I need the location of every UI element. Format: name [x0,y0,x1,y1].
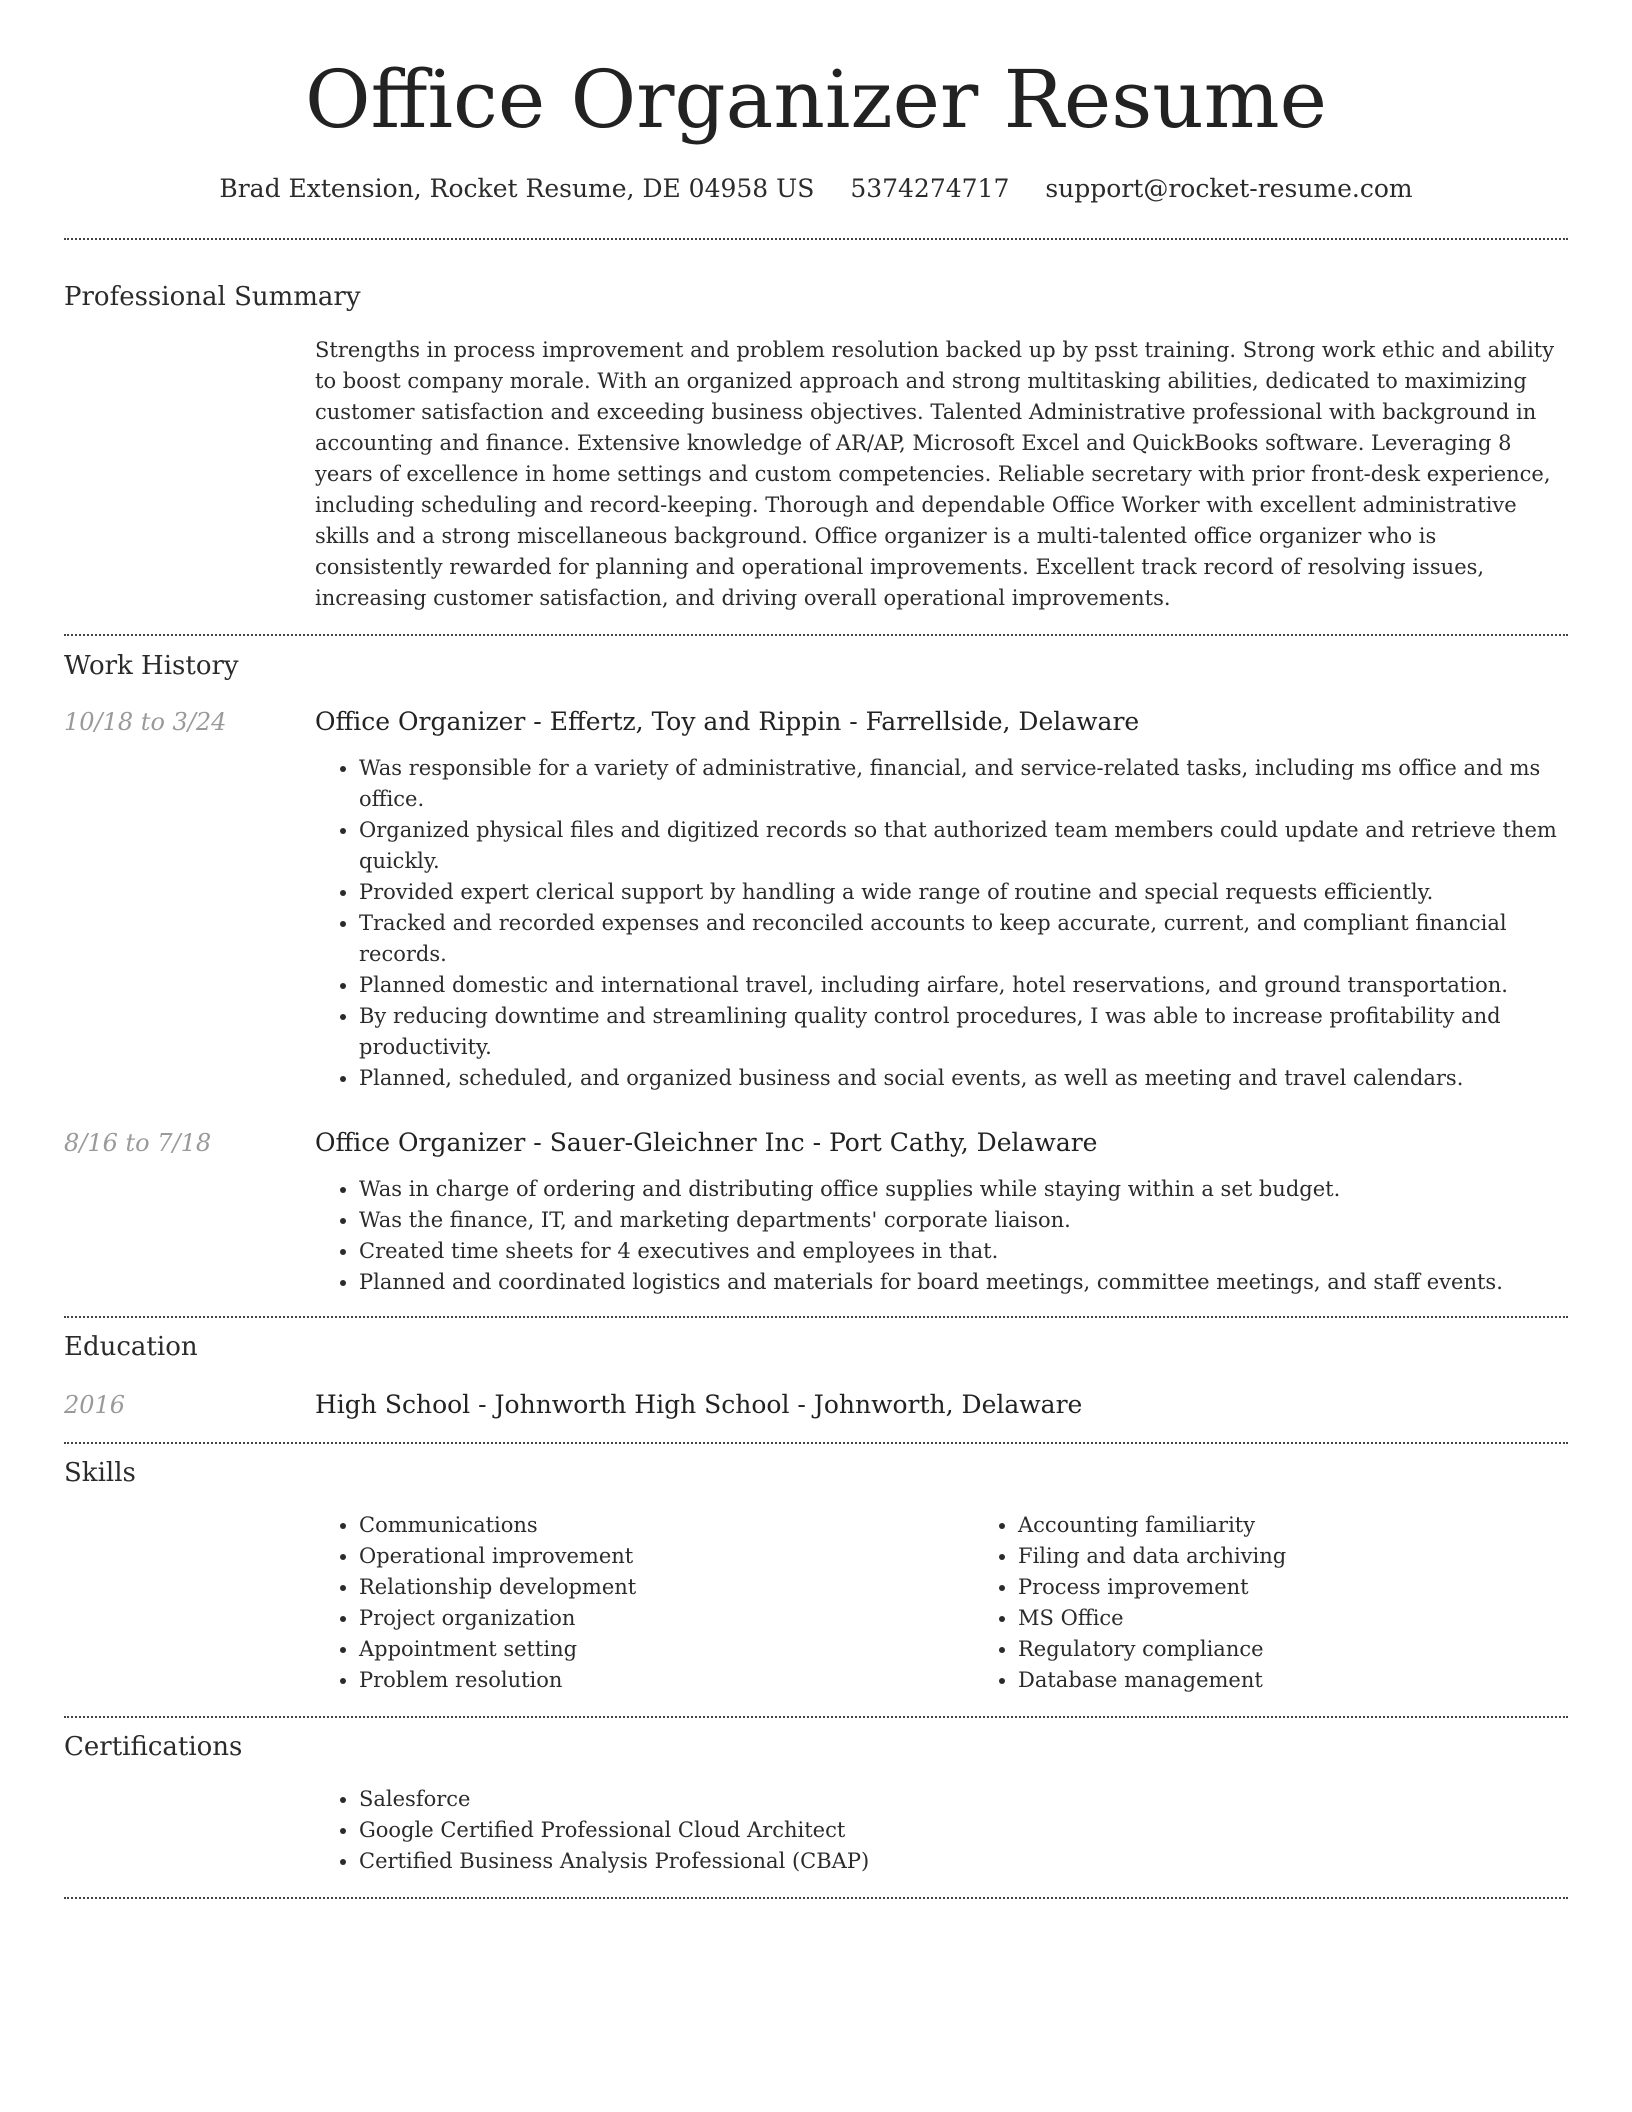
summary-left-spacer [64,335,315,614]
education-heading: Education [64,1332,198,1362]
contact-phone: 5374274717 [850,174,1010,203]
job-bullet: • Was responsible for a variety of administrative, financial, and service-related tasks, including ms office and ms office. [359,753,1568,815]
job-bullet: • Planned domestic and international travel, including airfare, hotel reservations, and ground transportation. [359,970,1568,1001]
job-bullet: • Created time sheets for 4 executives and employees in that. [359,1236,1568,1267]
divider [64,1897,1568,1899]
summary-text: Strengths in process improvement and problem resolution backed up by psst training. Strong work ethic and ability to boost company morale. With an organized approach and strong multitasking abilities, dedicated to maximizing customer satisfaction and exceeding business objectives. Talented Administrative professional with background in accounting and finance. Extensive knowledge of AR/AP, Microsoft Excel and QuickBooks software. Leveraging 8 years of excellence in home settings and custom competencies. Reliable secretary with prior front-desk experience, including scheduling and record-keeping. Thorough and dependable Office Worker with excellent administrative skills and a strong miscellaneous background. Office organizer is a multi-talented office organizer who is consistently rewarded for planning and operational improvements. Excellent track record of resolving issues, increasing customer satisfaction, and driving overall operational improvements. [315,338,1555,610]
skill-item: • Project organization [359,1603,974,1634]
job-bullet: • Tracked and recorded expenses and reconciled accounts to keep accurate, current, and compliant financial records. [359,908,1568,970]
contact-email: support@rocket-resume.com [1045,174,1413,203]
job-bullet: • Was in charge of ordering and distributing office supplies while staying within a set budget. [359,1174,1568,1205]
certifications-list [315,1784,1568,1877]
skill-item: • Regulatory compliance [1018,1634,1568,1665]
skill-item: • Problem resolution [359,1665,974,1696]
contact-address: Brad Extension, Rocket Resume, DE 04958 US [219,174,815,203]
skill-item: • Process improvement [1018,1572,1568,1603]
divider [64,1316,1568,1318]
job-entry [64,1126,1568,1298]
divider [64,1716,1568,1718]
skill-item: • Operational improvement [359,1541,974,1572]
job-bullet: • Provided expert clerical support by handling a wide range of routine and special requests efficiently. [359,877,1568,908]
job-bullet: • Was the finance, IT, and marketing departments' corporate liaison. [359,1205,1568,1236]
certifications-left-spacer [64,1784,315,1877]
job-bullet: • Planned and coordinated logistics and materials for board meetings, committee meetings, and staff events. [359,1267,1568,1298]
divider [64,1442,1568,1444]
skill-item: • Appointment setting [359,1634,974,1665]
skill-item: • MS Office [1018,1603,1568,1634]
skills-list-right [974,1510,1568,1696]
resume-title: Office Organizer Resume [305,53,1327,146]
job-bullet: • By reducing downtime and streamlining quality control procedures, I was able to increase profitability and productivity. [359,1001,1568,1063]
certifications-heading: Certifications [64,1732,243,1762]
skill-item: • Relationship development [359,1572,974,1603]
job-title: Office Organizer - Sauer-Gleichner Inc - Port Cathy, Delaware [315,1128,1098,1157]
summary-row [64,335,1568,614]
contact-line [64,172,1568,206]
education-title: High School - Johnworth High School - Johnworth, Delaware [315,1390,1083,1419]
job-dates: 8/16 to 7/18 [64,1129,212,1157]
divider [64,634,1568,636]
job-dates: 10/18 to 3/24 [64,708,227,736]
education-year: 2016 [64,1391,126,1419]
job-title: Office Organizer - Effertz, Toy and Rippin - Farrellside, Delaware [315,707,1140,736]
job-bullet: • Organized physical files and digitized records so that authorized team members could update and retrieve them quickly. [359,815,1568,877]
job-bullet: • Planned, scheduled, and organized business and social events, as well as meeting and travel calendars. [359,1063,1568,1094]
certification-item: • Certified Business Analysis Professional (CBAP) [359,1846,1568,1877]
skill-item: • Communications [359,1510,974,1541]
education-entry [64,1388,1568,1422]
certification-item: • Google Certified Professional Cloud Architect [359,1815,1568,1846]
certifications-row [64,1784,1568,1877]
job-bullets [315,753,1568,1094]
skills-left-spacer [64,1510,315,1696]
certification-item: • Salesforce [359,1784,1568,1815]
skill-item: • Accounting familiarity [1018,1510,1568,1541]
job-entry [64,705,1568,1094]
work-history-heading: Work History [64,651,239,681]
job-bullets [315,1174,1568,1298]
skill-item: • Database management [1018,1665,1568,1696]
divider [64,238,1568,240]
skills-row [64,1510,1568,1696]
summary-heading: Professional Summary [64,282,361,312]
skill-item: • Filing and data archiving [1018,1541,1568,1572]
skills-list-left [315,1510,974,1696]
skills-heading: Skills [64,1458,136,1488]
